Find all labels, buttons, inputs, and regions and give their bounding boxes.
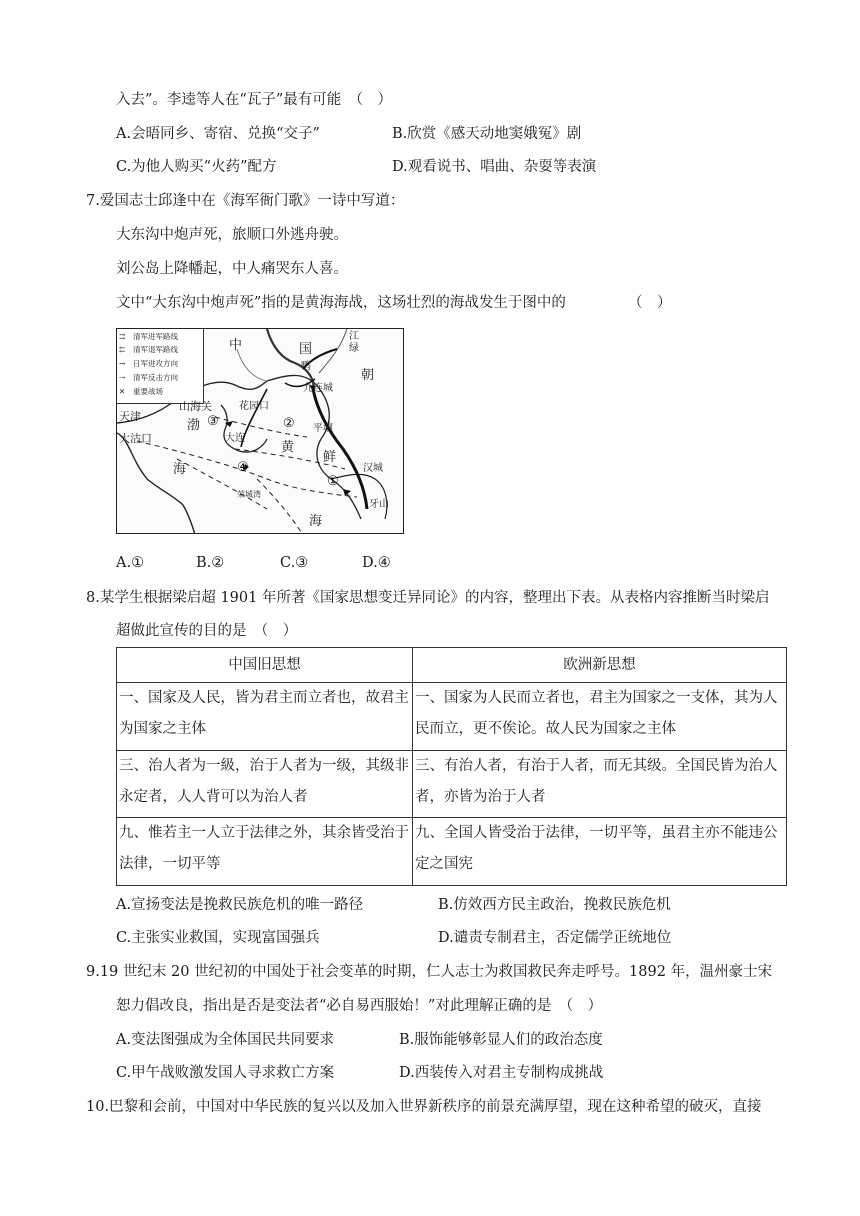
table-row [117,750,787,818]
map-label-dagukou: 大沽口 [119,432,152,445]
map-label-bo: 渤 [187,418,201,433]
q9-stem-line1: 9.19 世纪末 20 世纪初的中国处于社会变革的时期，仁人志士为救国救民奔走呼号。1892 年，温州豪士宋 [86,964,773,980]
map-legend [117,329,204,404]
map-label-pingrang: 平壤 [313,423,333,434]
table-cell: 九、惟若主一人立于法律之外，其余皆受治于法律，一切平等 [117,818,413,886]
q6-option-a[interactable]: A.会晤同乡、寄宿、兑换“交子” [116,126,320,142]
table-cell: 一、国家为人民而立者也，君主为国家之一支体，其为人民而立，更不俟论。故人民为国家之主体 [413,683,787,751]
q6-option-d[interactable]: D.观看说书、唱曲、杂耍等表演 [392,159,597,175]
comparison-table [116,647,787,886]
q8-option-b[interactable]: B.仿效西方民主政治，挽救民族危机 [438,897,671,913]
map-label-hancheng: 汉城 [363,463,383,474]
table-cell: 三、治人者为一級，治于人者为一级，其级非永定者，人人背可以为治人者 [117,750,413,818]
map-label-huang: 黄 [281,440,295,455]
table-header-row [117,648,787,683]
map-marker-4: ④ [237,460,249,475]
legend-item: → 日军进攻方向 [119,359,178,368]
q7-question: 文中“大东沟中炮声死”指的是黄海海战，这场壮烈的海战发生于图中的 [116,295,566,311]
map-label-yalu: 鸭 [301,361,311,372]
table-header-new: 欧洲新思想 [413,648,787,683]
table-row [117,683,787,751]
q7-stem: 7.爱国志士邱逢中在《海军衙门歌》一诗中写道： [86,193,405,209]
q7-poem-line1: 大东沟中炮声死，旅顺口外逃舟驶。 [116,227,348,243]
q10-stem-line1: 10.巴黎和会前，中国对中华民族的复兴以及加入世界新秩序的前景充满厚望，现在这种希望的破灭，直接 [86,1099,762,1115]
legend-item: ✕ 重要战场 [119,387,163,396]
q7-option-b[interactable]: B.② [196,555,225,571]
q9-option-b[interactable]: B.服饰能够彰显人们的政治态度 [399,1032,603,1048]
map-label-jiuliancheng: 九连城 [303,383,333,394]
q9-option-d[interactable]: D.西装传入对君主专制构成挑战 [399,1065,604,1081]
table-header-old: 中国旧思想 [117,648,413,683]
map-label-chao: 朝 [361,368,375,383]
q8-option-c[interactable]: C.主张实业救国，实现富国强兵 [116,930,320,946]
q6-option-b[interactable]: B.欣赏《感天动地窦娥冤》剧 [392,126,582,142]
legend-item: ⇢ 清军反击方向 [119,373,178,382]
q8-option-a[interactable]: A.宣扬变法是挽救民族危机的唯一路径 [116,897,364,913]
map-label-shanhaiguan: 山海关 [179,400,212,413]
q7-option-c[interactable]: C.③ [280,555,309,571]
q7-poem-line2: 刘公岛上降幡起，中人痛哭东人喜。 [116,261,348,277]
map-label-jiang: 江 [349,331,359,342]
table-cell: 一、国家及人民，皆为君主而立者也，故君主为国家之主体 [117,683,413,751]
q9-stem-line2: 恕力倡改良，指出是否是变法者“必自易西服始！”对此理解正确的是 （ ） [116,998,603,1014]
q9-option-c[interactable]: C.甲午战败激发国人寻求救亡方案 [116,1065,335,1081]
map-label-dalian: 大连 [225,433,245,444]
map-label-tianjin: 天津 [119,410,141,423]
map-marker-2: ② [283,416,295,431]
map-label-huayuankou: 花园口 [239,401,269,412]
map-label-china: 中 [229,338,243,353]
q8-option-d[interactable]: D.谴责专制君主，否定儒学正统地位 [438,930,672,946]
q6-stem-tail: 入去”。李逵等人在“瓦子”最有可能 （ ） [116,92,392,108]
table-row [117,818,787,886]
legend-item: ⇇ 清军退军路线 [119,345,178,354]
table-cell: 九、全国人皆受治于法律，一切平等，虽君主亦不能违公定之国宪 [413,818,787,886]
q7-option-a[interactable]: A.① [116,555,145,571]
map-marker-3: ③ [207,414,219,429]
q6-option-c[interactable]: C.为他人购买“火药”配方 [116,159,277,175]
sino-japanese-war-map [116,328,404,534]
q7-answer-paren: （ ） [628,295,672,311]
q8-stem-line1: 8.某学生根据梁启超 1901 年所著《国家思想变迁异同论》的内容，整理出下表。从表格内容推断当时梁启 [86,590,770,606]
q9-option-a[interactable]: A.变法图强成为全体国民共同要求 [116,1032,335,1048]
map-label-lu: 绿 [349,343,359,354]
q7-option-d[interactable]: D.④ [362,555,391,571]
map-label-country: 国 [299,342,313,357]
map-label-sea-huang: 海 [309,514,323,529]
map-label-rongchengwan: 荣城湾 [237,490,261,499]
map-label-yashan: 牙山 [369,499,389,510]
map-label-sea-bo: 海 [173,462,187,477]
table-cell: 三、有治人者，有治于人者，而无其级。全国民皆为治人者，亦皆为治于人者 [413,750,787,818]
q8-stem-line2: 超做此宣传的目的是 （ ） [116,623,298,639]
legend-item: ⇉ 清军进军路线 [119,332,178,341]
map-label-xian: 鲜 [323,450,337,465]
map-marker-1: ① [327,474,339,489]
